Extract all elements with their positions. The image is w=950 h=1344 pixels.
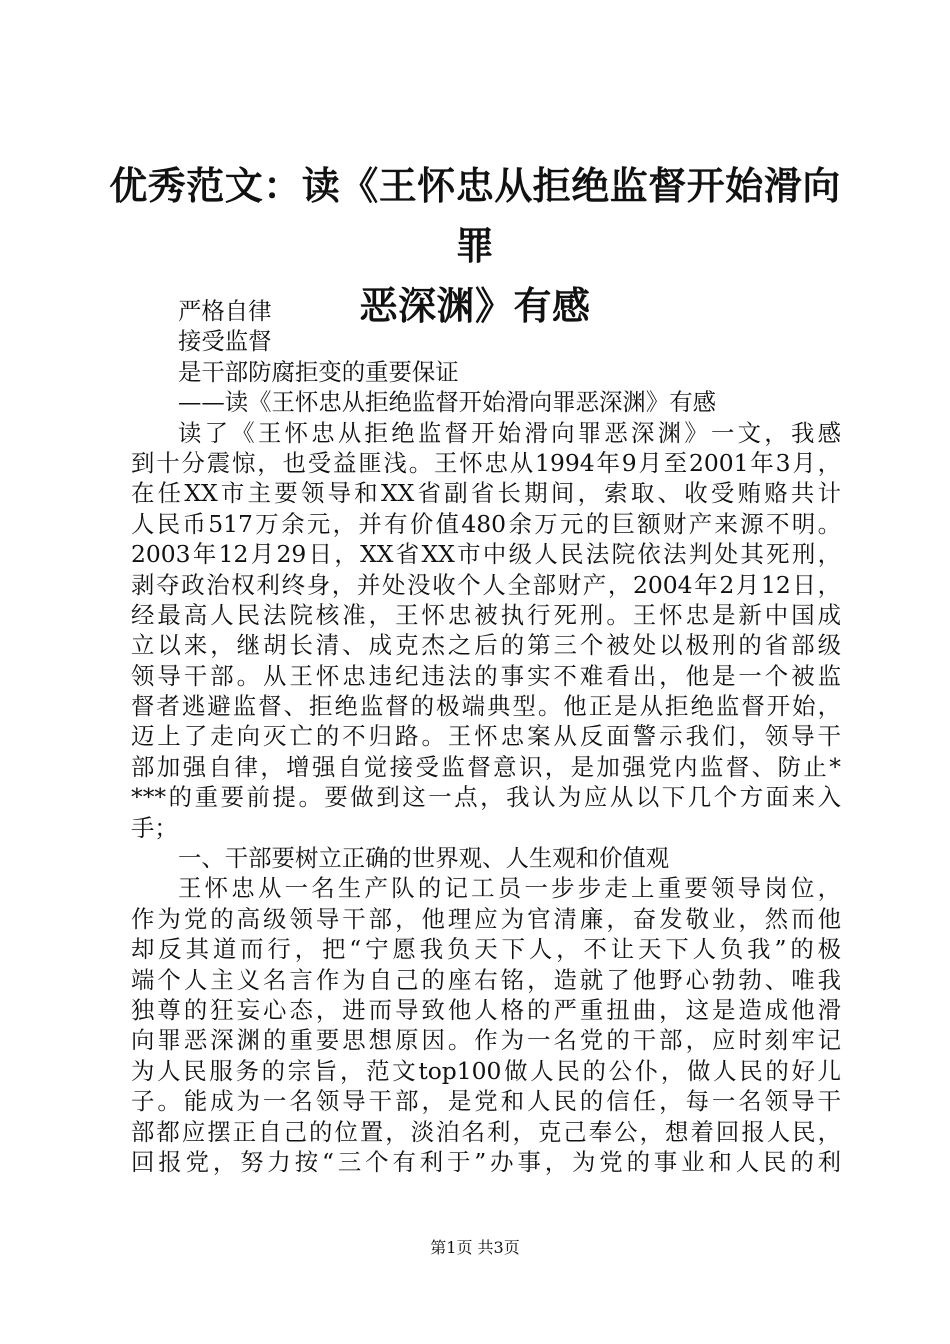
- body-line: 人民币517万余元，并有价值480余万元的巨额财产来源不明。: [131, 509, 841, 538]
- body-line: 为人民服务的宗旨，范文top100做人民的公仆，做人民的好儿: [131, 1056, 841, 1085]
- body-line: 一、干部要树立正确的世界观、人生观和价值观: [178, 844, 670, 873]
- body-line: 是干部防腐拒变的重要保证: [178, 357, 459, 386]
- body-line: 子。能成为一名领导干部，是党和人民的信任，每一名领导干: [131, 1087, 841, 1116]
- body-line: 经最高人民法院核准，王怀忠被执行死刑。王怀忠是新中国成: [131, 600, 841, 629]
- body-line: 迈上了走向灭亡的不归路。王怀忠案从反面警示我们，领导干: [131, 722, 841, 751]
- body-line: 独尊的狂妄心态，进而导致他人格的严重扭曲，这是造成他滑: [131, 995, 841, 1024]
- body-line: ——读《王怀忠从拒绝监督开始滑向罪恶深渊》有感: [178, 388, 716, 417]
- body-line: 部都应摆正自己的位置，淡泊名利，克己奉公，想着回报人民，: [131, 1117, 841, 1146]
- body-line: ***的重要前提。要做到这一点，我认为应从以下几个方面来入: [131, 783, 841, 812]
- body-line: 在任XX市主要领导和XX省副省长期间，索取、收受贿赂共计: [131, 479, 841, 508]
- body-line: 回报党，努力按“三个有利于”办事，为党的事业和人民的利: [131, 1147, 841, 1176]
- body-line: 手；: [131, 813, 178, 842]
- document-body: [131, 296, 841, 1177]
- body-line: 到十分震惊，也受益匪浅。王怀忠从1994年9月至2001年3月，: [131, 448, 841, 477]
- body-line: 作为党的高级领导干部，他理应为官清廉，奋发敬业，然而他: [131, 904, 841, 933]
- body-line: 部加强自律，增强自觉接受监督意识，是加强党内监督、防止*: [131, 752, 841, 781]
- body-line: 端个人主义名言作为自己的座右铭，造就了他野心勃勃、唯我: [131, 965, 841, 994]
- body-line: 2003年12月29日，XX省XX市中级人民法院依法判处其死刑，: [131, 540, 841, 569]
- body-line: 领导干部。从王怀忠违纪违法的事实不难看出，他是一个被监: [131, 661, 841, 690]
- body-line: 读了《王怀忠从拒绝监督开始滑向罪恶深渊》一文，我感: [178, 418, 841, 447]
- body-line: 接受监督: [178, 327, 272, 356]
- title-line-1: 优秀范文：读《王怀忠从拒绝监督开始滑向罪: [109, 163, 841, 268]
- body-line: 严格自律: [178, 297, 272, 325]
- body-line: 却反其道而行，把“宁愿我负天下人，不让天下人负我”的极: [131, 935, 841, 964]
- body-line: 督者逃避监督、拒绝监督的极端典型。他正是从拒绝监督开始，: [131, 692, 841, 721]
- body-line: 王怀忠从一名生产队的记工员一步步走上重要领导岗位，: [178, 874, 841, 903]
- title-line-2: 恶深渊》有感: [359, 283, 591, 328]
- body-line: 剥夺政治权利终身，并处没收个人全部财产，2004年2月12日，: [131, 570, 841, 599]
- page-footer: 第1页 共3页: [430, 1238, 520, 1257]
- body-line: 立以来，继胡长清、成克杰之后的第三个被处以极刑的省部级: [131, 631, 841, 660]
- body-line: 向罪恶深渊的重要思想原因。作为一名党的干部，应时刻牢记: [131, 1026, 841, 1055]
